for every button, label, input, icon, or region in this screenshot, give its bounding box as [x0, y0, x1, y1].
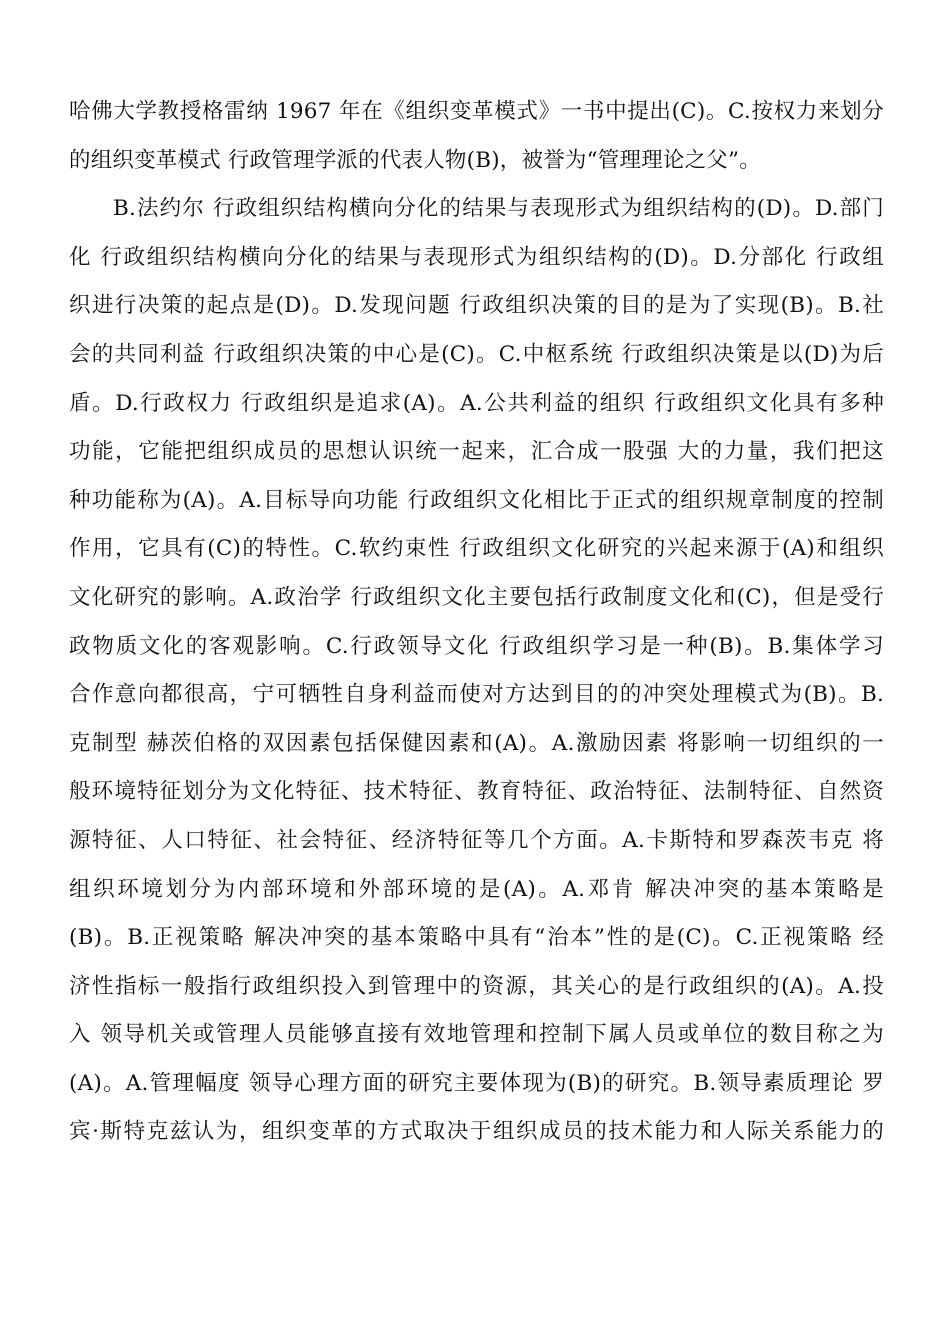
- text-line: 合作意向都很高，宁可牺牲自身利益而使对方达到目的的冲突处理模式为(B)。B.: [69, 682, 884, 708]
- text-line: 盾。D.行政权力 行政组织是追求(A)。A.公共利益的组织 行政组织文化具有多种: [69, 390, 884, 416]
- text-line: 种功能称为(A)。A.目标导向功能 行政组织文化相比于正式的组织规章制度的控制: [69, 487, 884, 513]
- body-text: [69, 88, 884, 1157]
- text-line: (A)。A.管理幅度 领导心理方面的研究主要体现为(B)的研究。B.领导素质理论 罗: [69, 1070, 884, 1096]
- text-line: 克制型 赫茨伯格的双因素包括保健因素和(A)。A.激励因素 将影响一切组织的一: [69, 730, 884, 756]
- text-line: 宾·斯特克兹认为，组织变革的方式取决于组织成员的技术能力和人际关系能力的: [69, 1119, 884, 1145]
- text-line: 济性指标一般指行政组织投入到管理中的资源，其关心的是行政组织的(A)。A.投: [69, 973, 884, 999]
- text-line: 功能，它能把组织成员的思想认识统一起来，汇合成一股强 大的力量，我们把这: [69, 439, 884, 465]
- text-line: 般环境特征划分为文化特征、技术特征、教育特征、政治特征、法制特征、自然资: [69, 779, 884, 805]
- text-line: 组织环境划分为内部环境和外部环境的是(A)。A.邓肯 解决冲突的基本策略是: [69, 876, 884, 902]
- paragraph-first-line: B.法约尔 行政组织结构横向分化的结果与表现形式为组织结构的(D)。D.部门: [113, 196, 884, 222]
- text-line: 化 行政组织结构横向分化的结果与表现形式为组织结构的(D)。D.分部化 行政组: [69, 244, 884, 270]
- text-line: 会的共同利益 行政组织决策的中心是(C)。C.中枢系统 行政组织决策是以(D)为后: [69, 341, 884, 367]
- text-line: 文化研究的影响。A.政治学 行政组织文化主要包括行政制度文化和(C)，但是受行: [69, 584, 884, 610]
- text-line: (B)。B.正视策略 解决冲突的基本策略中具有“治本”性的是(C)。C.正视策略 经: [69, 925, 884, 951]
- text-line: 源特征、人口特征、社会特征、经济特征等几个方面。A.卡斯特和罗森茨韦克 将: [69, 827, 884, 853]
- text-line: 入 领导机关或管理人员能够直接有效地管理和控制下属人员或单位的数目称之为: [69, 1022, 884, 1048]
- text-line: 作用，它具有(C)的特性。C.软约束性 行政组织文化研究的兴起来源于(A)和组织: [69, 536, 884, 562]
- text-line: 织进行决策的起点是(D)。D.发现问题 行政组织决策的目的是为了实现(B)。B.社: [69, 293, 884, 319]
- text-line: 哈佛大学教授格雷纳 1967 年在《组织变革模式》一书中提出(C)。C.按权力来划分: [69, 99, 884, 124]
- text-line: 政物质文化的客观影响。C.行政领导文化 行政组织学习是一种(B)。B.集体学习: [69, 633, 884, 659]
- text-line: 的组织变革模式 行政管理学派的代表人物(B)，被誉为“管理理论之父”。: [69, 147, 761, 173]
